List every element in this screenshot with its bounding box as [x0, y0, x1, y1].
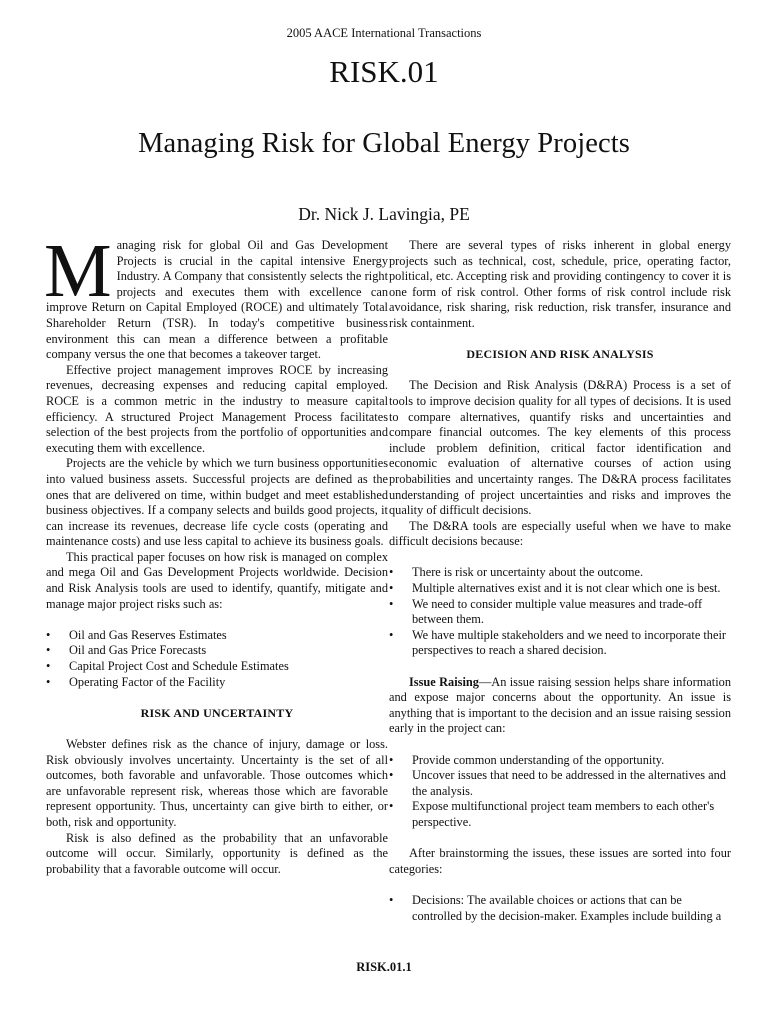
drop-cap: M	[44, 229, 112, 313]
intro-paragraph: Managing risk for global Oil and Gas Development Projects is crucial in the capital intensive Energy Industry. A Company that consistently selects the right projects and executes them with excellence can improve Return on Capital Employed (ROCE) and ultimately Total Shareholder Return (TSR). In today's competitive business environment this can mean a difference between a profitable company versus the one that becomes a takeover target.	[44, 229, 388, 362]
list-item: • Decisions: The available choices or actions that can be controlled by the decision-maker. Examples include building a	[389, 893, 731, 924]
list-item: • Capital Project Cost and Schedule Estimates	[46, 659, 388, 675]
list-item: • Uncover issues that need to be addressed in the alternatives and the analysis.	[389, 768, 731, 799]
issue-raising-paragraph: Issue Raising—An issue raising session helps share information and expose major concerns about the opportunity. An issue is anything that is important to the decision and an issue raising session early in the project can:	[389, 674, 731, 736]
right-column	[389, 238, 731, 924]
risk-list	[46, 628, 388, 690]
list-item: • Expose multifunctional project team members to each other's perspective.	[389, 799, 731, 830]
paragraph: Risk is also defined as the probability that an unfavorable outcome will occur. Similarly, opportunity is defined as the probability that a favorable outcome will occur.	[46, 830, 388, 876]
decision-reasons-list	[389, 565, 731, 659]
list-item: • We have multiple stakeholders and we need to incorporate their perspectives to reach a shared decision.	[389, 628, 731, 659]
paper-code: RISK.01	[329, 54, 439, 89]
page-number: RISK.01.1	[356, 960, 412, 974]
journal-header: 2005 AACE International Transactions	[286, 26, 482, 40]
list-item: • There is risk or uncertainty about the outcome.	[389, 565, 731, 581]
paper-title: Managing Risk for Global Energy Projects	[138, 128, 630, 159]
paragraph: Projects are the vehicle by which we turn business opportunities into valued business assets. Successful projects are defined as the ones that are delivered on time, within budget and meet established business objectives. If a company selects and builds good projects, it can increase its revenues, decrease life cycle costs (operating and maintenance costs) and use less capital to achieve its business goals.	[46, 456, 388, 549]
section-heading: DECISION AND RISK ANALYSIS	[466, 347, 654, 362]
paragraph: This practical paper focuses on how risk is managed on complex and mega Oil and Gas Development Projects worldwide. Decision and Risk Analysis tools are used to identify, quantify, mitigate and manage major project risks such as:	[46, 549, 388, 611]
list-item: • Oil and Gas Reserves Estimates	[46, 628, 388, 644]
paragraph: The Decision and Risk Analysis (D&RA) Process is a set of tools to improve decision quality for all types of decisions. It is used to compare alternatives, quantify risks and uncertainties and compare financial outcomes. The key elements of this process include problem definition, critical factor identification and economic evaluation of alternative courses of action using probabilities and uncertainty ranges. The D&RA process facilitates understanding of project uncertainties and risks and improves the quality of difficult decisions.	[389, 378, 731, 518]
list-item: • Oil and Gas Price Forecasts	[46, 643, 388, 659]
issue-raising-list	[389, 753, 731, 831]
paragraph: After brainstorming the issues, these issues are sorted into four categories:	[389, 846, 731, 876]
author-name: Dr. Nick J. Lavingia, PE	[298, 204, 470, 224]
left-column	[44, 229, 388, 877]
list-item: • Operating Factor of the Facility	[46, 675, 388, 691]
paragraph: Webster defines risk as the chance of injury, damage or loss. Risk obviously involves uncertainty. Uncertainty is the set of all outcomes, both favorable and unfavorable. Those outcomes which are unfavorable represent risk, whereas those which are favorable represent opportunity. Thus, uncertainty can give birth to either, or both, risk and opportunity.	[46, 737, 388, 829]
paragraph: The D&RA tools are especially useful when we have to make difficult decisions because:	[389, 518, 731, 549]
issue-raising-label: Issue Raising	[409, 674, 479, 689]
section-heading: RISK AND UNCERTAINTY	[140, 705, 294, 720]
paragraph: There are several types of risks inherent in global energy projects such as technical, cost, schedule, price, operating factor, political, etc. Accepting risk and providing contingency to cover it is one form of risk control. Other forms of risk control include risk avoidance, risk sharing, risk reduction, risk transfer, insurance and risk containment.	[389, 238, 731, 330]
categories-list	[389, 893, 731, 924]
list-item: • We need to consider multiple value measures and trade-off between them.	[389, 597, 731, 628]
paragraph: Effective project management improves ROCE by increasing revenues, decreasing expenses and reducing capital employed. ROCE is a common metric in the industry to measure capital efficiency. A structured Project Management Process facilitates selection of the best projects from the portfolio of opportunities and executing them with excellence.	[46, 362, 388, 455]
list-item: • Provide common understanding of the opportunity.	[389, 753, 731, 769]
list-item: • Multiple alternatives exist and it is not clear which one is best.	[389, 581, 731, 597]
